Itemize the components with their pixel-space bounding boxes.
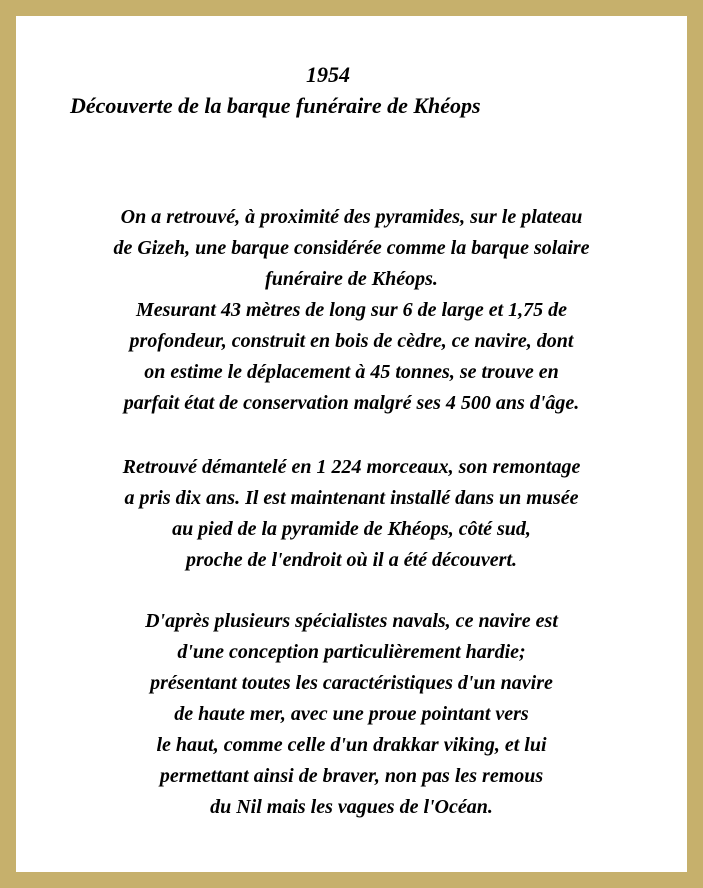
- year-heading: 1954: [306, 62, 350, 87]
- paragraph-line: d'une conception particulièrement hardie;: [177, 641, 526, 663]
- paragraph-line: proche de l'endroit où il a été découvert.: [185, 549, 518, 571]
- paragraph-line: de haute mer, avec une proue pointant vers: [174, 703, 529, 725]
- paragraph-line: on estime le déplacement à 45 tonnes, se trouve en: [144, 361, 559, 383]
- paragraph-reassembly: [16, 452, 687, 576]
- paragraph-line: a pris dix ans. Il est maintenant installé dans un musée: [124, 487, 579, 509]
- paragraph-line: funéraire de Khéops.: [265, 268, 438, 290]
- paragraph-design: [16, 606, 687, 823]
- document-title: Découverte de la barque funéraire de Khéops: [70, 93, 481, 118]
- paragraph-line: le haut, comme celle d'un drakkar viking, et lui: [156, 734, 547, 756]
- paragraph-line: du Nil mais les vagues de l'Océan.: [210, 796, 493, 818]
- paragraph-line: au pied de la pyramide de Khéops, côté sud,: [172, 518, 531, 540]
- paragraph-discovery: [16, 202, 687, 419]
- paragraph-line: On a retrouvé, à proximité des pyramides, sur le plateau: [120, 206, 583, 228]
- paragraph-line: présentant toutes les caractéristiques d'un navire: [150, 672, 553, 694]
- paragraph-line: Mesurant 43 mètres de long sur 6 de large et 1,75 de: [135, 299, 568, 321]
- paragraph-line: parfait état de conservation malgré ses 4 500 ans d'âge.: [123, 392, 580, 414]
- paragraph-line: profondeur, construit en bois de cèdre, ce navire, dont: [129, 330, 574, 352]
- paragraph-line: de Gizeh, une barque considérée comme la barque solaire: [113, 237, 590, 259]
- paragraph-line: Retrouvé démantelé en 1 224 morceaux, son remontage: [122, 456, 581, 478]
- paragraph-line: permettant ainsi de braver, non pas les remous: [159, 765, 544, 787]
- paragraph-line: D'après plusieurs spécialistes navals, ce navire est: [145, 610, 558, 632]
- document-page: [16, 16, 687, 872]
